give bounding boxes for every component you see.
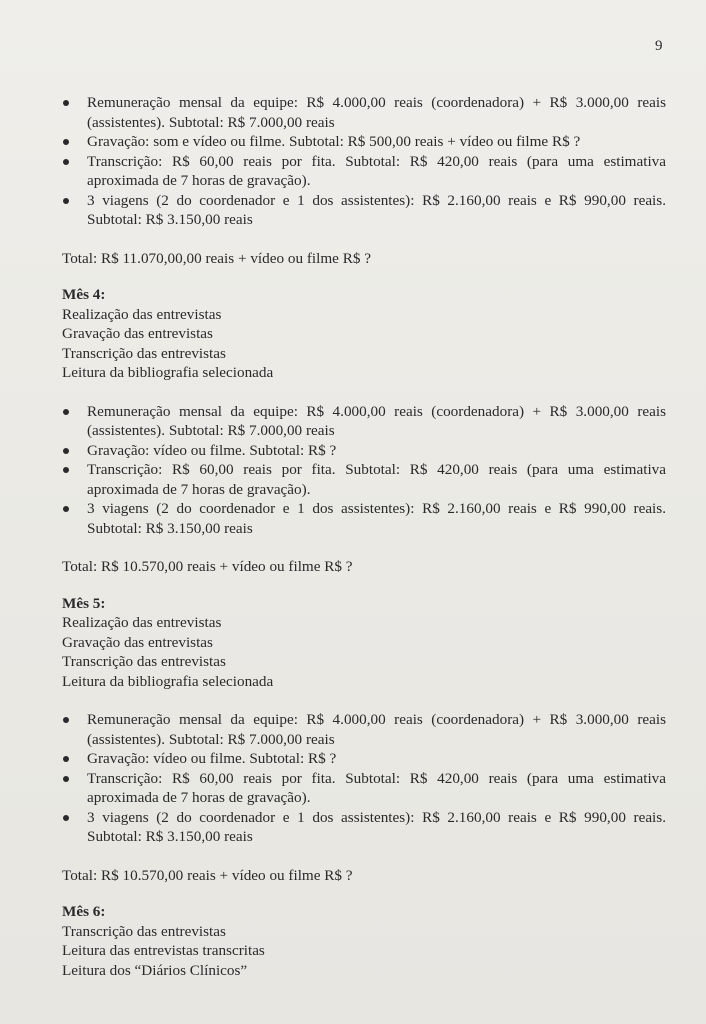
cost-item: Remuneração mensal da equipe: R$ 4.000,00 reais (coordenadora) + R$ 3.000,00 reais (assistentes). Subtotal: R$ 7.000,00 reais	[62, 93, 666, 132]
cost-item: Remuneração mensal da equipe: R$ 4.000,00 reais (coordenadora) + R$ 3.000,00 reais (assistentes). Subtotal: R$ 7.000,00 reais	[62, 710, 666, 749]
cost-list	[62, 710, 666, 847]
month-total: Total: R$ 10.570,00 reais + vídeo ou filme R$ ?	[62, 558, 353, 575]
cost-item: Gravação: som e vídeo ou filme. Subtotal: R$ 500,00 reais + vídeo ou filme R$ ?	[62, 132, 666, 152]
task-line: Leitura da bibliografia selecionada	[62, 364, 274, 381]
task-line: Realização das entrevistas	[62, 305, 222, 323]
cost-item: Transcrição: R$ 60,00 reais por fita. Subtotal: R$ 420,00 reais (para uma estimativa aproximada de 7 horas de gravação).	[62, 460, 666, 499]
cost-item: Gravação: vídeo ou filme. Subtotal: R$ ?	[62, 441, 666, 461]
task-line: Realização das entrevistas	[62, 614, 222, 631]
month-total: Total: R$ 11.070,00,00 reais + vídeo ou filme R$ ?	[62, 249, 371, 267]
task-line: Transcrição das entrevistas	[62, 344, 226, 362]
task-line: Leitura dos “Diários Clínicos”	[62, 961, 248, 979]
cost-item: 3 viagens (2 do coordenador e 1 dos assistentes): R$ 2.160,00 reais e R$ 990,00 reais. Subtotal: R$ 3.150,00 reais	[62, 499, 666, 538]
cost-item: 3 viagens (2 do coordenador e 1 dos assistentes): R$ 2.160,00 reais e R$ 990,00 reais. Subtotal: R$ 3.150,00 reais	[62, 191, 666, 230]
cost-item: Remuneração mensal da equipe: R$ 4.000,00 reais (coordenadora) + R$ 3.000,00 reais (assistentes). Subtotal: R$ 7.000,00 reais	[62, 402, 666, 441]
month-total: Total: R$ 10.570,00 reais + vídeo ou filme R$ ?	[62, 866, 353, 884]
page-content	[62, 93, 666, 980]
month-heading: Mês 6:	[62, 903, 106, 920]
cost-item: Gravação: vídeo ou filme. Subtotal: R$ ?	[62, 749, 666, 769]
task-line: Transcrição das entrevistas	[62, 922, 226, 940]
task-line: Leitura da bibliografia selecionada	[62, 672, 274, 690]
cost-item: Transcrição: R$ 60,00 reais por fita. Subtotal: R$ 420,00 reais (para uma estimativa aproximada de 7 horas de gravação).	[62, 769, 666, 808]
cost-item: Transcrição: R$ 60,00 reais por fita. Subtotal: R$ 420,00 reais (para uma estimativa aproximada de 7 horas de gravação).	[62, 152, 666, 191]
cost-list	[62, 402, 666, 539]
task-line: Gravação das entrevistas	[62, 325, 213, 342]
task-line: Transcrição das entrevistas	[62, 653, 226, 670]
cost-item: 3 viagens (2 do coordenador e 1 dos assistentes): R$ 2.160,00 reais e R$ 990,00 reais. Subtotal: R$ 3.150,00 reais	[62, 808, 666, 847]
month-heading: Mês 5:	[62, 594, 106, 612]
month-heading: Mês 4:	[62, 286, 106, 303]
task-line: Gravação das entrevistas	[62, 633, 213, 651]
page-number: 9	[655, 38, 663, 54]
task-line: Leitura das entrevistas transcritas	[62, 942, 265, 959]
cost-list	[62, 93, 666, 230]
